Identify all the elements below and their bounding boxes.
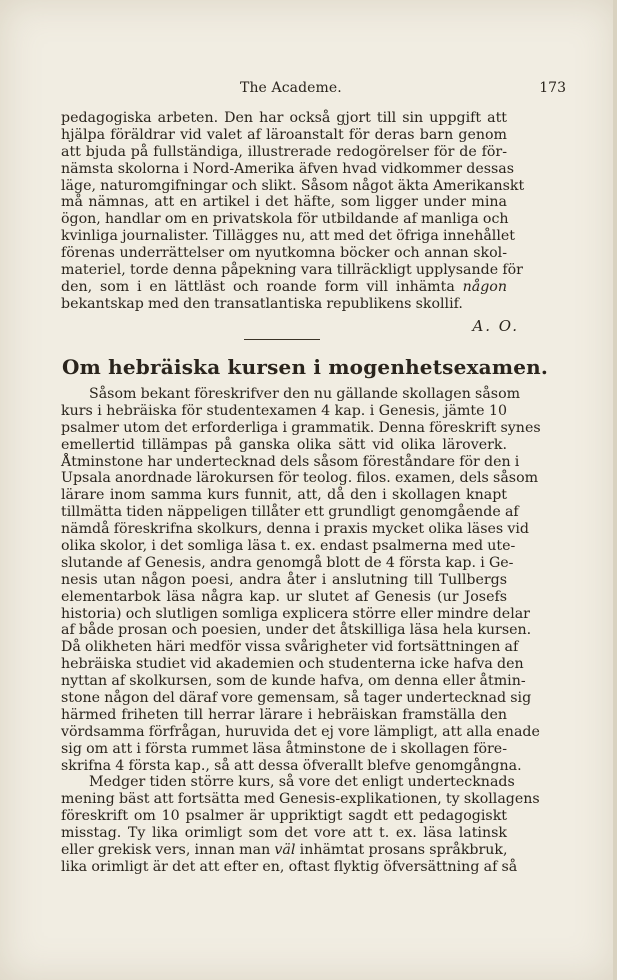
- text-line: Medger tiden större kurs, så vore det enligt undertecknads: [89, 774, 515, 791]
- text-line: läge, naturomgifningar och slikt. Såsom något äkta Amerikanskt: [61, 177, 525, 194]
- text-line: mening bäst att fortsätta med Genesis-explikationen, ty skollagens: [61, 791, 540, 808]
- text-line: härmed friheten till herrar lärare i hebräiskan framställa den: [61, 706, 507, 723]
- text-line: kvinliga journalister. Tillägges nu, att med det öfriga innehållet: [61, 228, 515, 245]
- text-line: Åtminstone har undertecknad dels såsom föreståndare för den i: [61, 453, 520, 470]
- text-segment: eller grekisk vers, innan man: [61, 842, 271, 859]
- text-line: historia) och slutligen somliga explicera större eller mindre delar: [61, 605, 530, 622]
- text-line: hjälpa föräldrar vid valet af läroanstalt för deras barn genom: [61, 126, 507, 143]
- page-edge: [613, 0, 617, 980]
- text-segment: den, som i en lättläst och roande form vill inhämta: [61, 278, 455, 295]
- text-line: Upsala anordnade lärokursen för teolog. filos. examen, dels såsom: [61, 470, 539, 487]
- text-line: skrifna 4 första kap., så att dessa öfverallt blefve genomgångna.: [61, 757, 522, 774]
- text-line: bekantskap med den transatlantiska republikens skollif.: [61, 295, 463, 312]
- text-line-with-emphasis: [61, 279, 507, 296]
- text-line: nämsta skolorna i Nord-Amerika äfven hvad vidkommer dessas: [61, 160, 515, 177]
- text-line: hebräiska studiet vid akademien och studenterna icke hafva den: [61, 656, 524, 673]
- text-line: lärare inom samma kurs funnit, att, då den i skollagen knapt: [61, 487, 507, 504]
- section-divider: [244, 339, 320, 340]
- text-line: emellertid tillämpas på ganska olika sätt vid olika läroverk.: [61, 436, 507, 453]
- text-line: sig om att i första rummet läsa åtminstone de i skollagen före-: [61, 740, 507, 757]
- text-line: föreskrift om 10 psalmer är uppriktigt sagdt ett pedagogiskt: [61, 808, 507, 825]
- text-line: ögon, handlar om en privatskola för utbildande af manliga och: [61, 211, 509, 228]
- text-line: stone någon del däraf vore gemensam, så tager undertecknad sig: [61, 690, 532, 707]
- text-line: nesis utan någon poesi, andra åter i anslutning till Tullbergs: [61, 571, 507, 588]
- running-header: [60, 80, 566, 100]
- emphasis-word: någon: [462, 278, 507, 295]
- text-line: af både prosan och poesien, under det åtskilliga läsa hela kursen.: [61, 622, 532, 639]
- text-line: förenas underrättelser om nyutkomna böcker och annan skol-: [61, 245, 507, 262]
- text-segment: inhämtat prosans språkbruk,: [299, 842, 508, 859]
- author-signature: A. O.: [472, 317, 519, 335]
- emphasis-word: väl: [274, 842, 296, 859]
- text-line: psalmer utom det erforderliga i grammatik. Denna föreskrift synes: [61, 419, 541, 436]
- text-line: slutande af Genesis, andra genomgå blott de 4 första kap. i Ge-: [61, 554, 514, 571]
- text-line: nyttan af skolkursen, som de kunde hafva, om denna eller åtmin-: [61, 673, 526, 690]
- text-line: lika orimligt är det att efter en, oftast flyktig öfversättning af så: [61, 858, 518, 875]
- text-line: kurs i hebräiska för studentexamen 4 kap. i Genesis, jämte 10: [61, 402, 507, 419]
- text-line: Såsom bekant föreskrifver den nu gällande skollagen såsom: [89, 386, 521, 402]
- text-line: vördsamma förfrågan, huruvida det ej vore lämpligt, att alla enade: [61, 723, 540, 740]
- text-line-with-emphasis: [61, 842, 507, 859]
- text-line: Då olikheten häri medför vissa svårigheter vid fortsättningen af: [61, 639, 519, 656]
- page-number: 173: [539, 80, 566, 96]
- text-line: nämdå föreskrifna skolkurs, denna i praxis mycket olika läses vid: [61, 521, 530, 538]
- text-line: att bjuda på fullständiga, illustrerade redogörelser för de för-: [61, 143, 507, 160]
- text-line: olika skolor, i det somliga läsa t. ex. endast psalmerna med ute-: [61, 538, 516, 555]
- text-line: materiel, torde denna påpekning vara tillräckligt upplysande för: [61, 262, 523, 279]
- text-line: må nämnas, att en artikel i det häfte, som ligger under mina: [61, 194, 507, 211]
- text-line: tillmätta tiden näppeligen tillåter ett grundligt genomgående af: [61, 504, 519, 521]
- section-heading: Om hebräiska kursen i mogenhetsexamen.: [62, 355, 549, 379]
- text-line: elementarbok läsa några kap. ur slutet af Genesis (ur Josefs: [61, 588, 507, 605]
- header-title: The Academe.: [240, 80, 342, 96]
- paragraph-hebrew-course: [61, 386, 541, 876]
- text-line: misstag. Ty lika orimligt som det vore att t. ex. läsa latinsk: [61, 825, 507, 842]
- paragraph-academe: [61, 110, 525, 313]
- text-line: pedagogiska arbeten. Den har också gjort till sin uppgift att: [61, 110, 507, 126]
